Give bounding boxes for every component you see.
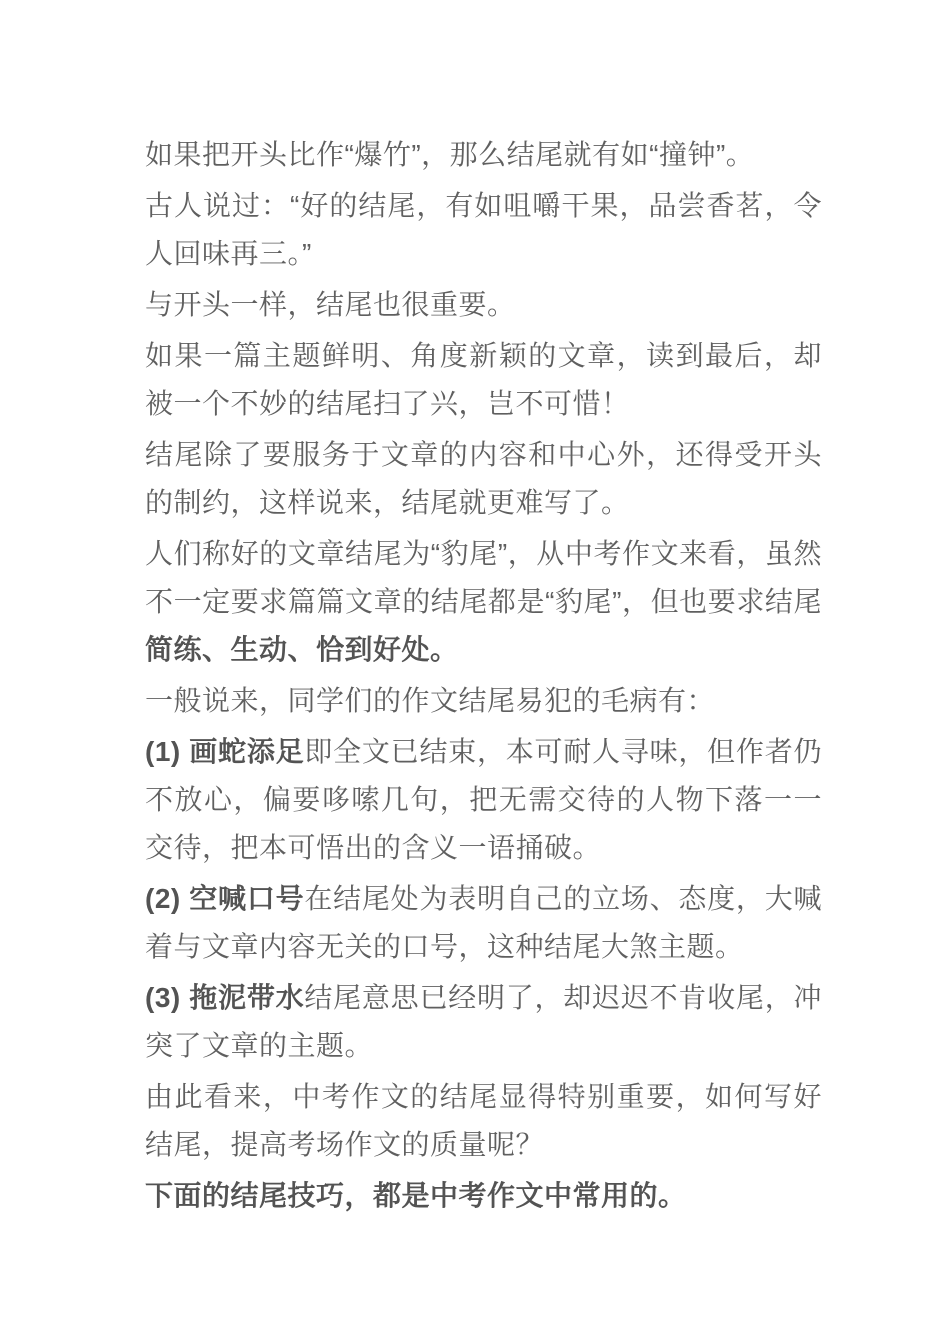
paragraph: [145, 281, 822, 329]
text-run: 由此看来，中考作文的结尾显得特别重要，如何写好结尾，提高考场作文的质量呢？: [145, 1081, 822, 1160]
text-run: 一般说来，同学们的作文结尾易犯的毛病有：: [145, 685, 716, 716]
paragraph: [145, 1172, 822, 1220]
text-run: 结尾除了要服务于文章的内容和中心外，还得受开头的制约，这样说来，结尾就更难写了。: [145, 439, 822, 518]
document-body: [145, 131, 822, 1220]
bold-text-run: 下面的结尾技巧，都是中考作文中常用的。: [145, 1180, 687, 1211]
paragraph: [145, 131, 822, 179]
text-run: 如果一篇主题鲜明、角度新颖的文章，读到最后，却被一个不妙的结尾扫了兴，岂不可惜！: [145, 340, 822, 419]
paragraph: [145, 875, 822, 971]
paragraph: [145, 332, 822, 428]
bold-text-run: (1) 画蛇添足: [145, 736, 305, 767]
text-run: 如果把开头比作“爆竹”，那么结尾就有如“撞钟”。: [145, 139, 755, 170]
paragraph: [145, 431, 822, 527]
text-run: 与开头一样，结尾也很重要。: [145, 289, 516, 320]
paragraph: [145, 677, 822, 725]
text-run: 在结尾处为表明自己的立场、态度，大喊着与文章内容无关的口号，这种结尾大煞主题。: [145, 883, 822, 962]
text-run: 结尾意思已经明了，却迟迟不肯收尾，冲突了文章的主题。: [145, 982, 822, 1061]
text-run: 古人说过：“好的结尾，有如咀嚼干果，品尝香茗，令人回味再三。”: [145, 190, 822, 269]
paragraph: [145, 182, 822, 278]
text-run: 即全文已结束，本可耐人寻味，但作者仍不放心，偏要哆嗦几句，把无需交待的人物下落一一交待，把本可悟出的含义一语捅破。: [145, 736, 822, 863]
text-run: 人们称好的文章结尾为“豹尾”，从中考作文来看，虽然不一定要求篇篇文章的结尾都是“豹尾”，但也要求结尾: [145, 538, 822, 617]
paragraph: [145, 530, 822, 674]
bold-text-run: 简练、生动、恰到好处。: [145, 634, 459, 665]
paragraph: [145, 974, 822, 1070]
paragraph: [145, 728, 822, 872]
paragraph: [145, 1073, 822, 1169]
bold-text-run: (3) 拖泥带水: [145, 982, 305, 1013]
bold-text-run: (2) 空喊口号: [145, 883, 305, 914]
